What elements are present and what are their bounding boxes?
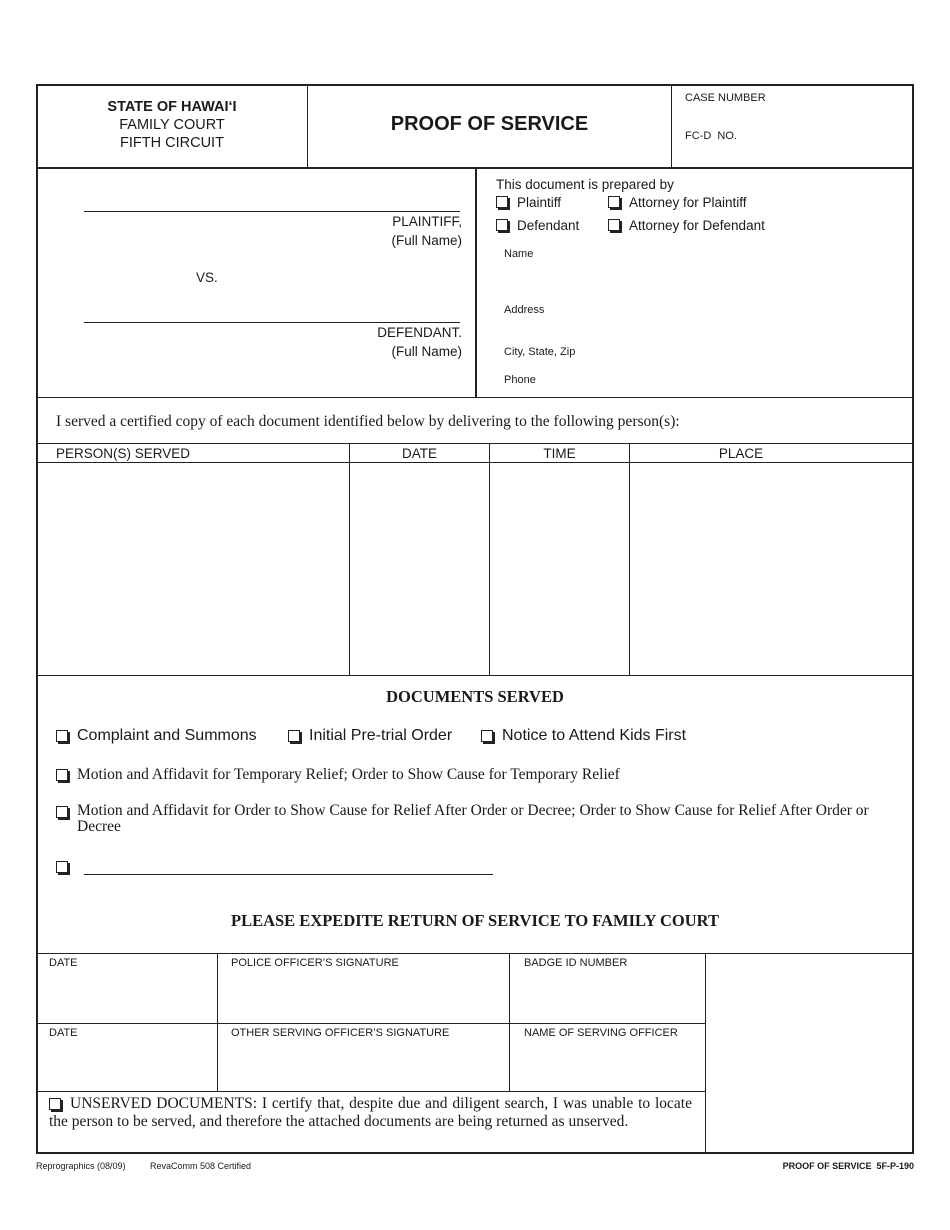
unserved-statement [49,1095,692,1130]
col-header-persons-served: PERSON(S) SERVED [56,446,191,461]
preparer-option-label: Defendant [517,218,580,233]
versus-label: VS. [196,270,218,285]
doc-option-label: Initial Pre-trial Order [309,727,453,744]
badge-id-field[interactable] [510,972,704,1022]
preparer-name-label: Name [504,248,534,260]
table-cell-place[interactable] [630,463,912,675]
doc-option-label: Notice to Attend Kids First [502,727,687,744]
defendant-sub-label: (Full Name) [391,344,462,359]
badge-id-label: BADGE ID NUMBER [524,957,628,969]
documents-heading: DOCUMENTS SERVED [386,687,564,706]
table-cell-date[interactable] [350,463,489,675]
checkbox-icon[interactable] [608,196,620,208]
parties-divider [475,168,477,398]
preparer-option-label: Attorney for Defendant [629,218,765,233]
court-name: FAMILY COURT [119,117,225,133]
table-cell-time[interactable] [490,463,629,675]
sig-date-field-2[interactable] [38,1042,216,1090]
table-cell-persons-served[interactable] [38,463,349,675]
serving-officer-name-label: NAME OF SERVING OFFICER [524,1027,678,1039]
table-bottom-rule [36,675,914,676]
col-header-place: PLACE [718,446,764,461]
sig-mid-rule [36,1023,706,1024]
expedite-notice: PLEASE EXPEDITE RETURN OF SERVICE TO FAMILY COURT [231,911,719,930]
plaintiff-sub-label: (Full Name) [391,233,462,248]
doc-option-label: Motion and Affidavit for Order to Show Cause for Relief After Order or Decree; Order to Show Cause for Relief After Order or Decree [77,802,869,835]
checkbox-icon[interactable] [288,730,300,742]
unserved-text: UNSERVED DOCUMENTS: I certify that, despite due and diligent search, I was unable to locate the person to be served, and therefore the attached documents are being returned as unserved. [49,1095,692,1130]
defendant-label: DEFENDANT. [377,325,462,340]
sig-bottom-rule [36,1091,706,1092]
doc-other-line[interactable] [84,874,493,875]
preparer-address-label: Address [504,304,545,316]
checkbox-icon[interactable] [608,219,620,231]
service-statement: I served a certified copy of each document identified below by delivering to the following person(s): [56,413,680,430]
circuit-name: FIFTH CIRCUIT [120,135,224,151]
serving-officer-name-field[interactable] [510,1042,704,1090]
court-block [38,98,306,152]
sig-date-label-2: DATE [49,1027,78,1039]
footer-form-id: PROOF OF SERVICE 5F-P-190 [782,1161,914,1171]
checkbox-icon[interactable] [481,730,493,742]
footer-revacomm: RevaComm 508 Certified [150,1161,252,1171]
checkbox-icon[interactable] [496,196,508,208]
col-header-date: DATE [401,446,437,461]
other-signature-label: OTHER SERVING OFFICER’S SIGNATURE [231,1027,450,1039]
preparer-city-label: City, State, Zip [504,346,576,358]
preparer-phone-label: Phone [504,374,536,386]
police-signature-field[interactable] [218,972,508,1022]
plaintiff-label: PLAINTIFF, [392,214,462,229]
header-divider-2 [671,86,672,167]
checkbox-icon[interactable] [56,730,68,742]
checkbox-icon[interactable] [56,806,68,818]
preparer-option-label: Attorney for Plaintiff [629,195,747,210]
sig-date-field-1[interactable] [38,972,216,1022]
unserved-option[interactable] [49,1095,692,1130]
table-top-rule [38,443,912,444]
page-title: PROOF OF SERVICE [390,113,589,135]
parties-bottom-rule [36,397,914,398]
police-signature-label: POLICE OFFICER’S SIGNATURE [231,957,399,969]
other-signature-field[interactable] [218,1042,508,1090]
fcd-number-label: FC-D NO. [685,130,737,142]
state-name: STATE OF HAWAI‘I [107,99,237,115]
preparer-option-label: Plaintiff [517,195,562,210]
checkbox-icon[interactable] [56,769,68,781]
footer-reprographics: Reprographics (08/09) [36,1161,126,1171]
doc-option-label: Motion and Affidavit for Temporary Relief; Order to Show Cause for Temporary Relief [77,766,620,783]
doc-option-label: Complaint and Summons [77,727,257,744]
plaintiff-name-line[interactable] [84,211,460,212]
checkbox-icon[interactable] [56,861,68,873]
col-header-time: TIME [543,446,576,461]
preparer-heading: This document is prepared by [496,177,674,192]
sig-top-rule [36,953,914,954]
case-number-label: CASE NUMBER [685,92,766,104]
checkbox-icon[interactable] [496,219,508,231]
defendant-name-line[interactable] [84,322,460,323]
checkbox-icon[interactable] [49,1098,61,1110]
sig-col-divider-3 [705,953,706,1152]
sig-date-label-1: DATE [49,957,78,969]
